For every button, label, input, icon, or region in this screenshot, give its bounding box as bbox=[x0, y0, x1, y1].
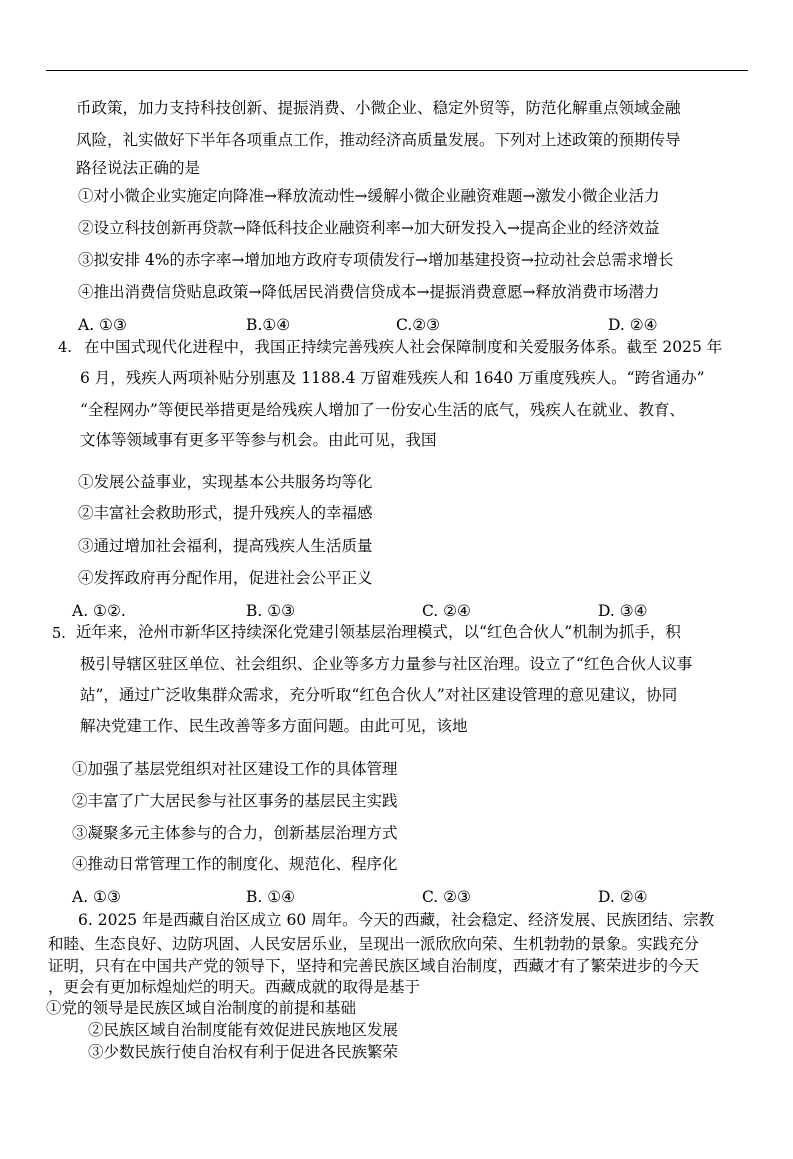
q4-item-3: ③通过增加社会福利，提高残疾人生活质量 bbox=[78, 537, 373, 555]
q3-stem-line-1: 币政策，加力支持科技创新、提振消费、小微企业、稳定外贸等，防范化解重点领域金融 bbox=[76, 99, 681, 117]
q4-number: 4. bbox=[58, 340, 72, 356]
q4-option-a: A. ①②. bbox=[72, 602, 126, 620]
q5-option-c: C. ②③ bbox=[422, 888, 471, 906]
q5-option-b: B. ①④ bbox=[246, 888, 296, 906]
q6-stem-line-3: 证明，只有在中国共产党的领导下，坚持和完善民族区域自治制度，西藏才有了繁荣进步的今天 bbox=[48, 957, 700, 975]
q6-item-1: ①党的领导是民族区域自治制度的前提和基础 bbox=[46, 999, 357, 1017]
q4-stem-line-2: 6 月，残疾人两项补贴分别惠及 1188.4 万留难残疾人和 1640 万重度残疾人。“跨省通办” bbox=[80, 369, 705, 387]
q4-item-2: ②丰富社会救助形式，提升残疾人的幸福感 bbox=[78, 504, 373, 522]
q5-stem-line-3: 站”，通过广泛收集群众需求，充分听取“红色合伙人”对社区建设管理的意见建议，协同 bbox=[80, 686, 678, 704]
q5-stem-line-1: 近年来，沧州市新华区持续深化党建引领基层治理模式，以“红色合伙人”机制为抓手，积 bbox=[76, 623, 681, 641]
q5-item-3: ③凝聚多元主体参与的合力，创新基层治理方式 bbox=[72, 824, 398, 842]
q5-option-d: D. ②④ bbox=[598, 888, 648, 906]
q6-stem-line-4: ，更会有更加标煌灿烂的明天。西藏成就的取得是基于 bbox=[48, 978, 421, 996]
q6-stem-line-1: 6. 2025 年是西藏自治区成立 60 周年。今天的西藏，社会稳定、经济发展、民族团结、宗教 bbox=[78, 911, 715, 929]
q3-option-b: B.①④ bbox=[246, 316, 291, 334]
q3-item-1: ①对小微企业实施定向降准→释放流动性→缓解小微企业融资难题→激发小微企业活力 bbox=[78, 187, 660, 205]
q4-stem-line-4: 文体等领域事有更多平等参与机会。由此可见，我国 bbox=[80, 431, 437, 449]
q6-stem-line-2: 和睦、生态良好、边防巩固、人民安居乐业，呈现出一派欣欣向荣、生机勃勃的景象。实践充分 bbox=[48, 935, 700, 953]
q3-stem-line-2: 风险，礼实做好下半年各项重点工作，推动经济高质量发展。下列对上述政策的预期传导 bbox=[76, 131, 681, 149]
q3-option-c: C.②③ bbox=[396, 316, 441, 334]
q6-item-2: ②民族区域自治制度能有效促进民族地区发展 bbox=[88, 1021, 399, 1039]
q4-stem-line-3: “全程网办”等便民举措更是给残疾人增加了一份安心生活的底气，残疾人在就业、教育、 bbox=[80, 401, 685, 419]
q3-option-d: D. ②④ bbox=[608, 316, 658, 334]
q5-item-2: ②丰富了广大居民参与社区事务的基层民主实践 bbox=[72, 792, 398, 810]
q3-item-4: ④推出消费信贷贴息政策→降低居民消费信贷成本→提振消费意愿→释放消费市场潜力 bbox=[78, 283, 660, 301]
q3-item-3: ③拟安排 4%的赤字率→增加地方政府专项债发行→增加基建投资→拉动社会总需求增长 bbox=[78, 251, 674, 269]
q5-stem-line-4: 解决党建工作、民生改善等多方面问题。由此可见，该地 bbox=[80, 717, 468, 735]
header-rule bbox=[46, 70, 748, 71]
q4-stem-line-1: 在中国式现代化进程中，我国正持续完善残疾人社会保障制度和关爱服务体系。截至 2025 年 bbox=[84, 338, 723, 356]
q3-stem-line-3: 路径说法正确的是 bbox=[76, 159, 201, 177]
q4-item-4: ④发挥政府再分配作用，促进社会公平正义 bbox=[78, 569, 373, 587]
q3-item-2: ②设立科技创新再贷款→降低科技企业融资利率→加大研发投入→提高企业的经济效益 bbox=[78, 219, 660, 237]
q5-number: 5. bbox=[52, 626, 66, 642]
q5-item-1: ①加强了基层党组织对社区建设工作的具体管理 bbox=[72, 760, 398, 778]
q6-item-3: ③少数民族行使自治权有利于促进各民族繁荣 bbox=[88, 1043, 399, 1061]
q3-option-a: A. ①③ bbox=[78, 316, 127, 334]
q4-option-c: C. ②④ bbox=[422, 602, 471, 620]
q5-item-4: ④推动日常管理工作的制度化、规范化、程序化 bbox=[72, 855, 398, 873]
q5-stem-line-2: 极引导辖区驻区单位、社会组织、企业等多方力量参与社区治理。设立了“红色合伙人议事 bbox=[80, 655, 693, 673]
q4-option-d: D. ③④ bbox=[598, 602, 648, 620]
q5-option-a: A. ①③ bbox=[72, 888, 121, 906]
q4-item-1: ①发展公益事业，实现基本公共服务均等化 bbox=[78, 473, 373, 491]
q4-option-b: B. ①③ bbox=[246, 602, 296, 620]
